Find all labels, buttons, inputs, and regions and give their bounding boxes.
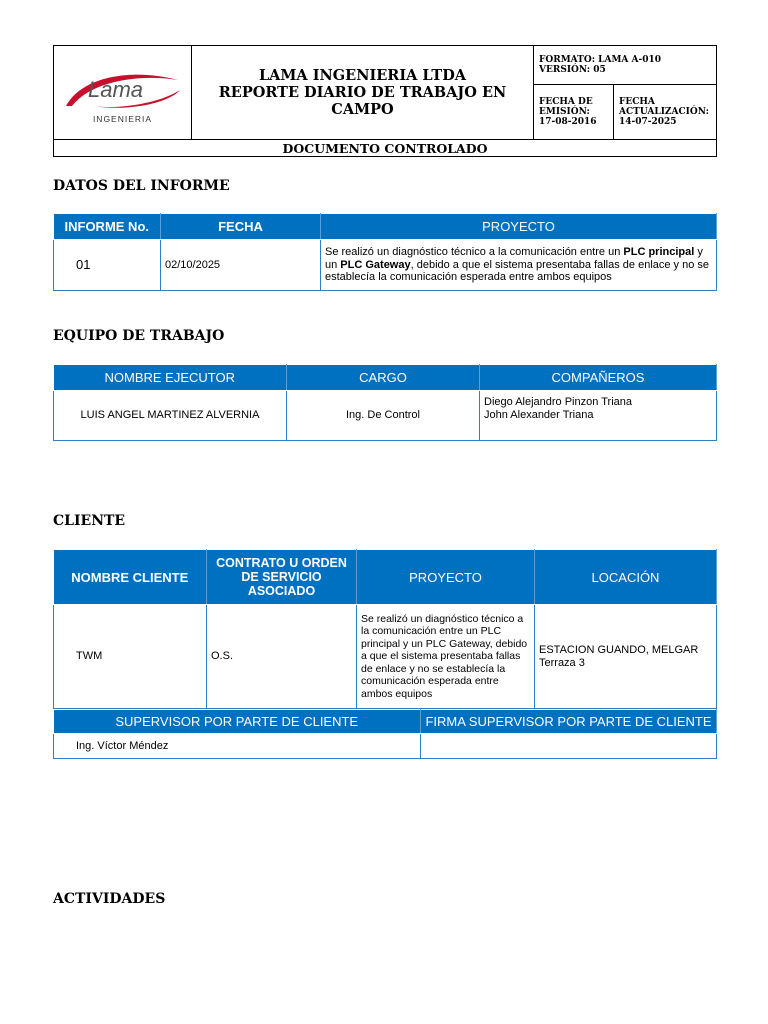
report-title: REPORTE DIARIO DE TRABAJO EN CAMPO [218, 84, 507, 118]
datos-informe-table [53, 213, 717, 291]
section-title-cliente: CLIENTE [53, 513, 126, 529]
document-header [53, 45, 717, 157]
header-proyecto: PROYECTO [321, 214, 717, 240]
version-label: VERSIÓN: 05 [539, 65, 606, 75]
logo-subtitle: INGENIERIA [92, 114, 153, 124]
section-title-equipo: EQUIPO DE TRABAJO [53, 328, 225, 344]
informe-project: Se realizó un diagnóstico técnico a la comunicación entre un PLC principal y un PLC Gateway, debido a que el sistema presentaba fallas de enlace y no se establecía la comunicación esperada entre ambos equipos [321, 240, 717, 291]
companeros-list [480, 391, 717, 441]
header-cliente-proyecto: PROYECTO [357, 550, 535, 605]
header-firma-supervisor: FIRMA SUPERVISOR POR PARTE DE CLIENTE [421, 710, 717, 734]
locacion-line-1: ESTACION GUANDO, MELGAR [539, 644, 699, 656]
section-title-actividades: ACTIVIDADES [53, 891, 166, 907]
emission-date-cell [534, 85, 614, 140]
header-contrato: CONTRATO U ORDEN DE SERVICIO ASOCIADO [207, 550, 357, 605]
svg-text:Lama: Lama [88, 77, 144, 102]
header-fecha: FECHA [161, 214, 321, 240]
header-companeros: COMPAÑEROS [480, 365, 717, 391]
supervisor-signature [421, 734, 717, 759]
cliente-table [53, 549, 717, 709]
header-cargo: CARGO [287, 365, 480, 391]
cliente-proyecto: Se realizó un diagnóstico técnico a la comunicación entre un PLC principal y un PLC Gateway, debido a que el sistema presentaba fallas de enlace y no se establecía la comunicación esperada entre ambos equipos [357, 605, 535, 709]
format-label: FORMATO: LAMA A-010 [539, 55, 662, 65]
format-version-cell [534, 46, 717, 85]
lama-logo-icon [62, 66, 184, 114]
ejecutor-cargo: Ing. De Control [287, 391, 480, 441]
supervisor-table [53, 709, 717, 759]
report-title-cell [192, 46, 534, 140]
emission-label: FECHA DE EMISIÓN: [539, 97, 593, 117]
controlled-document-label: DOCUMENTO CONTROLADO [54, 140, 717, 157]
company-logo [54, 46, 192, 140]
equipo-table [53, 364, 717, 441]
ejecutor-name: LUIS ANGEL MARTINEZ ALVERNIA [54, 391, 287, 441]
header-locacion: LOCACIÓN [535, 550, 717, 605]
header-supervisor: SUPERVISOR POR PARTE DE CLIENTE [54, 710, 421, 734]
locacion-line-2: Terraza 3 [539, 656, 585, 669]
section-title-datos: DATOS DEL INFORME [53, 178, 230, 194]
supervisor-name: Ing. Víctor Méndez [54, 734, 421, 759]
informe-number: 01 [54, 240, 161, 291]
update-date-cell [614, 85, 717, 140]
header-informe-no: INFORME No. [54, 214, 161, 240]
update-label: FECHA ACTUALIZACIÓN: [619, 97, 709, 117]
companero-1: Diego Alejandro Pinzon Triana [484, 396, 632, 408]
informe-date: 02/10/2025 [161, 240, 321, 291]
header-nombre-cliente: NOMBRE CLIENTE [54, 550, 207, 605]
company-name: LAMA INGENIERIA LTDA [258, 67, 467, 84]
cliente-contrato: O.S. [207, 605, 357, 709]
emission-date: 17-08-2016 [539, 117, 597, 127]
cliente-nombre: TWM [54, 605, 207, 709]
companero-2: John Alexander Triana [484, 408, 594, 421]
cliente-locacion [535, 605, 717, 709]
header-nombre-ejecutor: NOMBRE EJECUTOR [54, 365, 287, 391]
update-date: 14-07-2025 [619, 117, 677, 127]
